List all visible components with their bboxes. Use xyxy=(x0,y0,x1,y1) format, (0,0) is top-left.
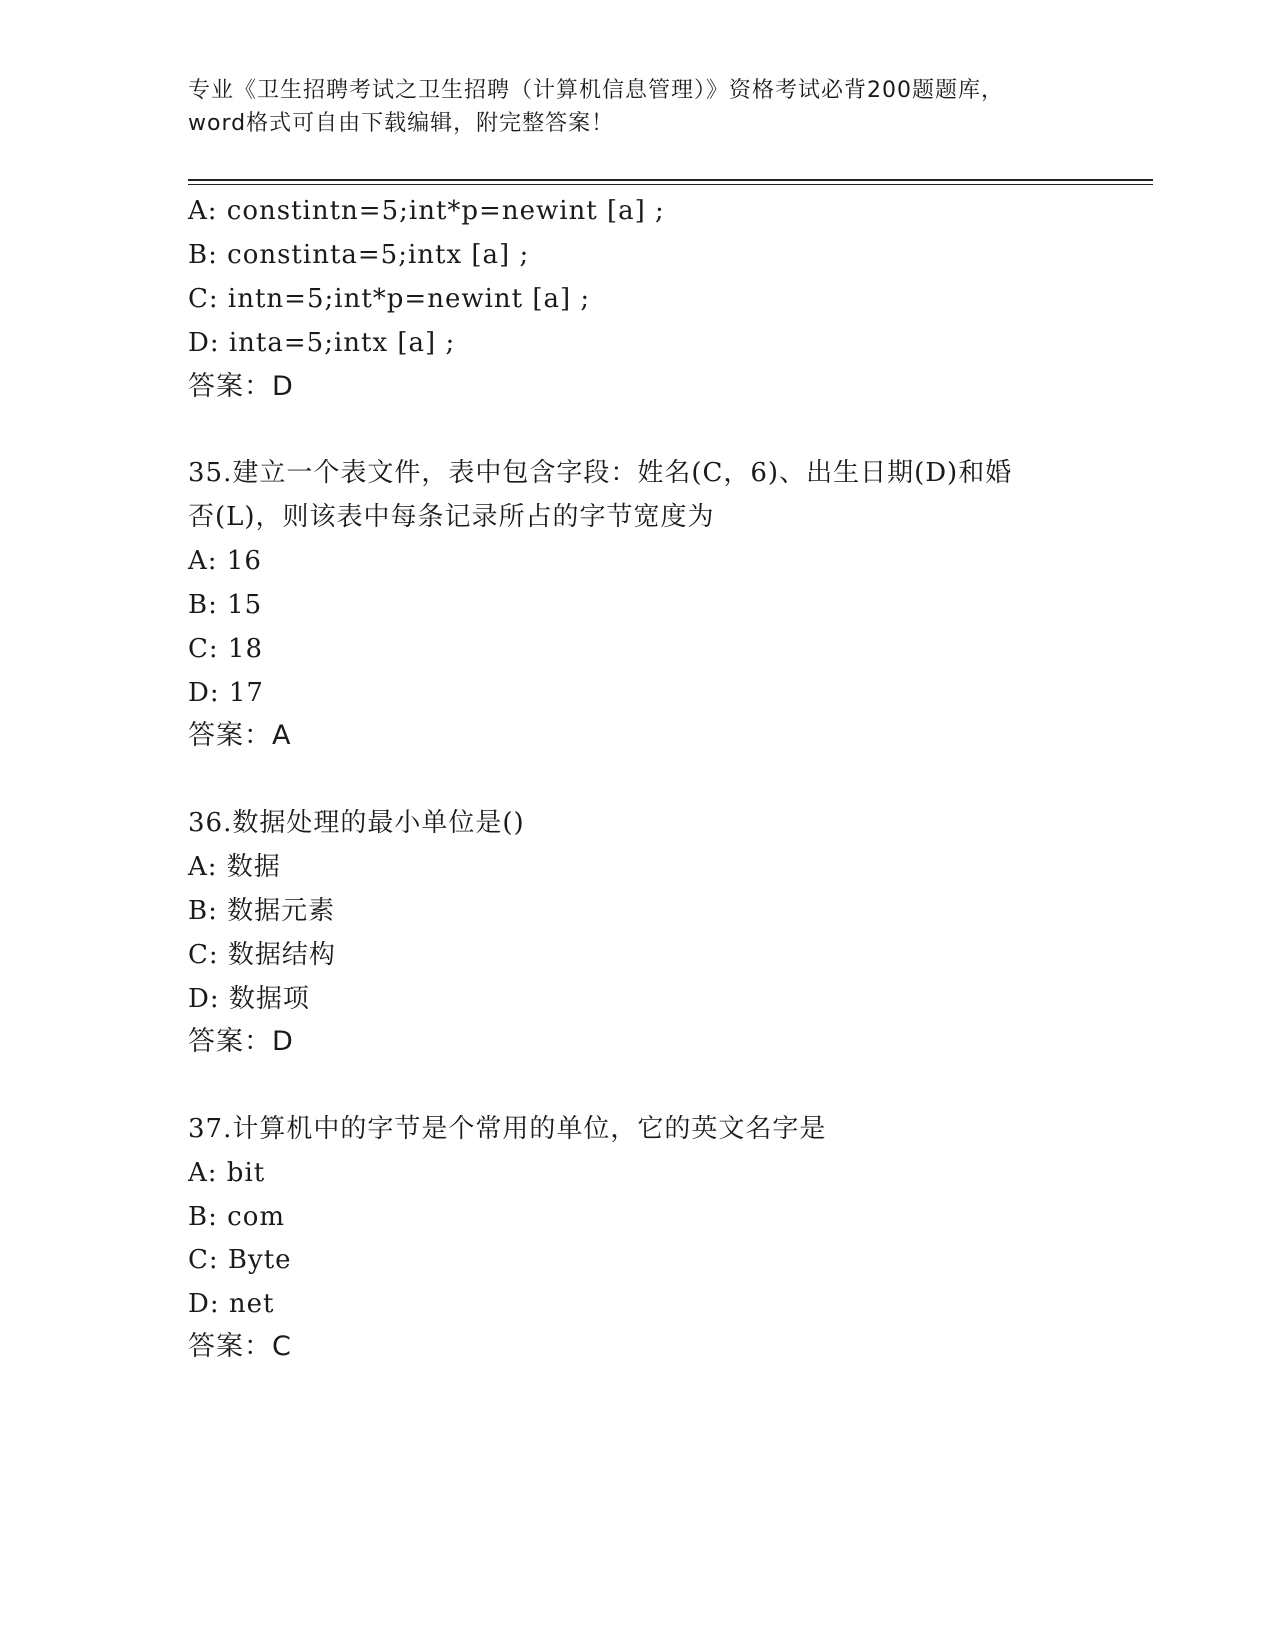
header-divider-thick xyxy=(188,179,1153,181)
q35-question-line-2: 否(L)，则该表中每条记录所占的字节宽度为 xyxy=(188,502,715,532)
q37-option-d: D: net xyxy=(188,1289,275,1319)
q37-option-b: B: com xyxy=(188,1202,285,1232)
q36-option-a: A: 数据 xyxy=(188,852,281,882)
q37-question: 37.计算机中的字节是个常用的单位，它的英文名字是 xyxy=(188,1114,827,1144)
q35-question-line-1: 35.建立一个表文件，表中包含字段：姓名(C，6)、出生日期(D)和婚 xyxy=(188,458,1013,488)
document-header xyxy=(188,74,1088,140)
header-divider-thin xyxy=(188,184,1153,185)
q34-option-d: D: inta=5;intx [a] ; xyxy=(188,328,456,358)
q36-option-d: D: 数据项 xyxy=(188,984,310,1014)
header-title-line-2: word格式可自由下载编辑，附完整答案！ xyxy=(188,111,615,136)
q37-option-a: A: bit xyxy=(188,1158,266,1188)
q35-option-c: C: 18 xyxy=(188,634,264,664)
q34-option-c: C: intn=5;int*p=newint [a] ; xyxy=(188,284,591,314)
q36-option-b: B: 数据元素 xyxy=(188,896,336,926)
q35-answer: 答案：A xyxy=(188,720,292,751)
q36-question: 36.数据处理的最小单位是() xyxy=(188,808,525,838)
q35-option-d: D: 17 xyxy=(188,678,264,708)
q37-answer: 答案：C xyxy=(188,1331,292,1362)
header-title-line-1: 专业《卫生招聘考试之卫生招聘（计算机信息管理）》资格考试必背200题题库， xyxy=(188,78,1004,103)
q35-option-a: A: 16 xyxy=(188,546,262,576)
q35-option-b: B: 15 xyxy=(188,590,263,620)
q36-option-c: C: 数据结构 xyxy=(188,940,336,970)
q34-option-a: A: constintn=5;int*p=newint [a] ; xyxy=(188,196,665,226)
q36-answer: 答案：D xyxy=(188,1026,294,1057)
q37-option-c: C: Byte xyxy=(188,1245,292,1275)
q34-option-b: B: constinta=5;intx [a] ; xyxy=(188,240,530,270)
q34-answer: 答案：D xyxy=(188,371,294,402)
